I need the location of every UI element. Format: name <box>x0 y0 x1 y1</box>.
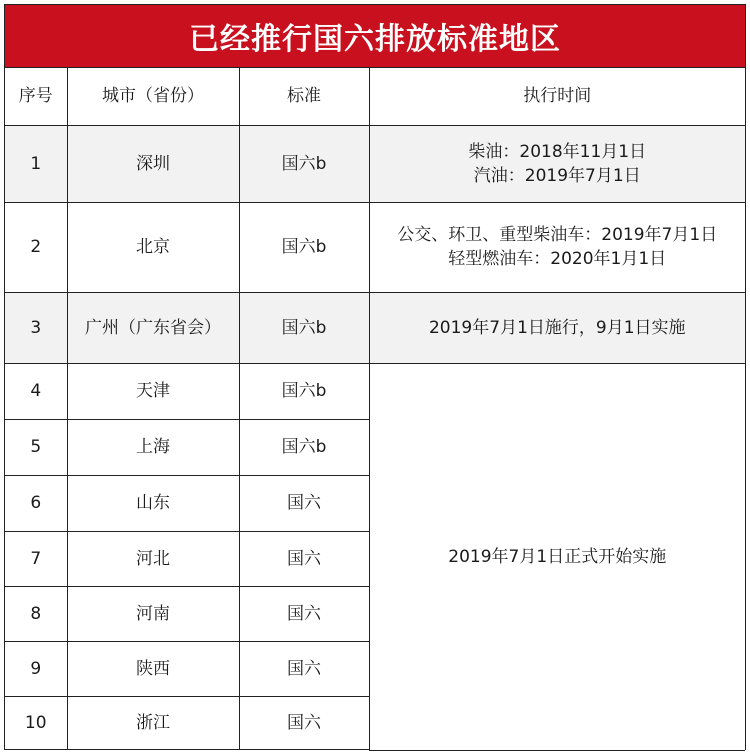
row-no: 9 <box>5 641 67 696</box>
table-row <box>5 125 745 202</box>
row-no: 4 <box>5 363 67 419</box>
row-standard: 国六b <box>239 202 369 292</box>
row-city: 深圳 <box>67 125 239 202</box>
header-standard: 标准 <box>239 68 369 125</box>
time-line: 公交、环卫、重型柴油车：2019年7月1日 <box>397 225 718 245</box>
row-time <box>369 125 745 202</box>
header-time: 执行时间 <box>369 68 745 125</box>
row-city: 河北 <box>67 531 239 586</box>
row-standard: 国六 <box>239 531 369 586</box>
row-time: 2019年7月1日施行，9月1日实施 <box>369 292 745 363</box>
row-city: 上海 <box>67 419 239 475</box>
merged-time-cell: 2019年7月1日正式开始实施 <box>369 363 745 750</box>
time-line: 柴油：2018年11月1日 <box>468 141 647 162</box>
time-line: 汽油：2019年7月1日 <box>473 165 641 186</box>
row-standard: 国六 <box>239 475 369 531</box>
header-no: 序号 <box>5 68 67 125</box>
row-standard: 国六 <box>239 641 369 696</box>
table-row <box>5 363 745 419</box>
row-no: 7 <box>5 531 67 586</box>
time-line: 轻型燃油车：2020年1月1日 <box>448 249 667 269</box>
standards-table <box>5 68 745 751</box>
row-city: 天津 <box>67 363 239 419</box>
row-time <box>369 202 745 292</box>
row-city: 广州（广东省会） <box>67 292 239 363</box>
row-standard: 国六 <box>239 586 369 641</box>
standards-table-frame <box>4 4 746 750</box>
row-no: 6 <box>5 475 67 531</box>
table-row <box>5 202 745 292</box>
row-no: 5 <box>5 419 67 475</box>
row-no: 3 <box>5 292 67 363</box>
row-city: 河南 <box>67 586 239 641</box>
row-no: 8 <box>5 586 67 641</box>
table-row <box>5 292 745 363</box>
header-row <box>5 68 745 125</box>
row-no: 2 <box>5 202 67 292</box>
row-city: 陕西 <box>67 641 239 696</box>
row-standard: 国六b <box>239 419 369 475</box>
row-city: 浙江 <box>67 696 239 750</box>
header-city: 城市（省份） <box>67 68 239 125</box>
row-standard: 国六b <box>239 125 369 202</box>
row-no: 10 <box>5 696 67 750</box>
table-title: 已经推行国六排放标准地区 <box>5 5 745 68</box>
row-standard: 国六 <box>239 696 369 750</box>
row-standard: 国六b <box>239 363 369 419</box>
row-no: 1 <box>5 125 67 202</box>
row-city: 北京 <box>67 202 239 292</box>
row-standard: 国六b <box>239 292 369 363</box>
row-city: 山东 <box>67 475 239 531</box>
